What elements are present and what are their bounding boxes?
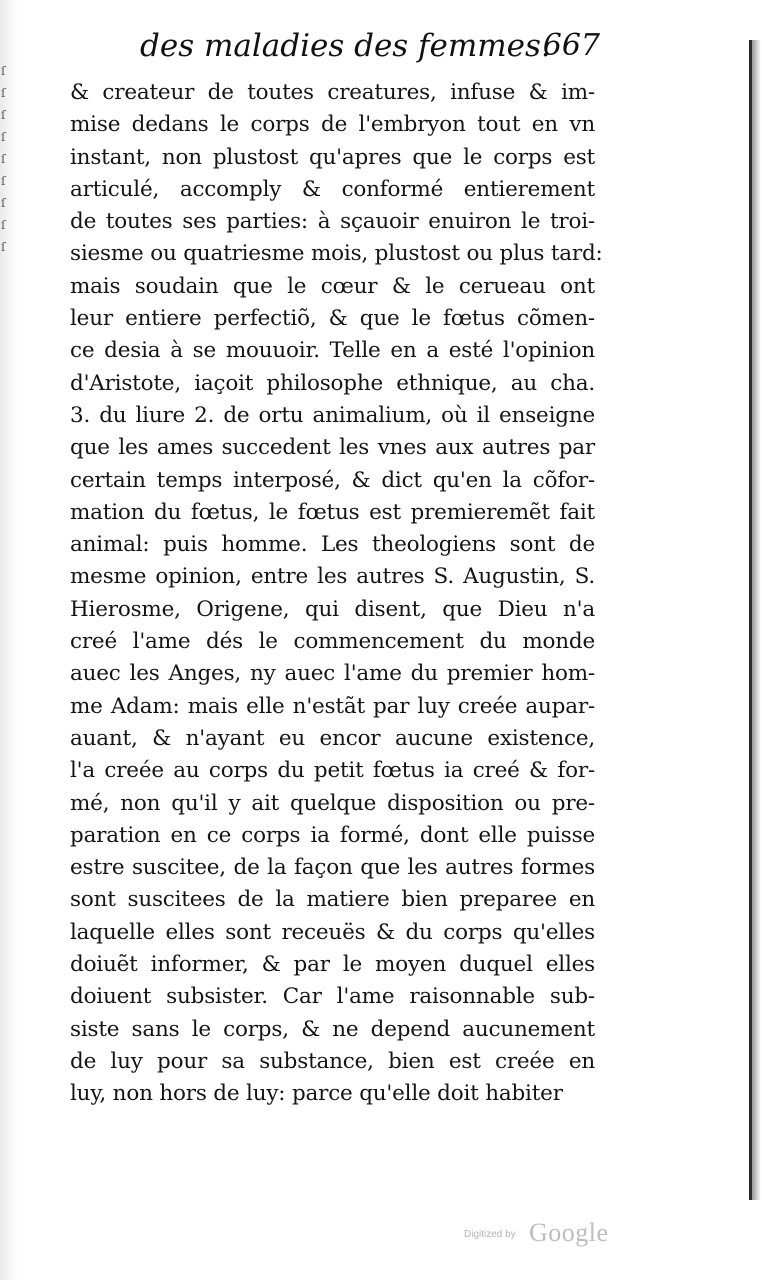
text-line: mé, non qu'il y ait quelque disposition ou pre- (70, 790, 595, 816)
digitized-label: Digitized by (464, 1229, 516, 1240)
text-line: doiuent subsister. Car l'ame raisonnable sub- (70, 984, 595, 1010)
text-line: sont suscitees de la matiere bien preparee en (70, 887, 595, 913)
text-line: mais soudain que le cœur & le cerueau ont (70, 273, 595, 299)
text-line: & createur de toutes creatures, infuse & im- (70, 80, 595, 105)
text-line: estre suscitee, de la façon que les autres formes (70, 855, 595, 881)
binding-gutter (0, 0, 18, 1280)
text-line: creé l'ame dés le commencement du monde (70, 629, 595, 655)
text-line: instant, non plustost qu'apres que le corps est (70, 144, 595, 170)
text-line: auant, & n'ayant eu encor aucune existence, (70, 725, 595, 751)
text-line: que les ames succedent les vnes aux autres par (70, 435, 595, 461)
text-line: siesme ou quatriesme mois, plustost ou plus tard: (70, 241, 603, 267)
text-line: 3. du liure 2. de ortu animalium, où il enseigne (70, 402, 595, 428)
page-number: 667 (542, 28, 600, 63)
text-line: leur entiere perfectiõ, & que le fœtus cõmen- (70, 306, 595, 332)
text-line: de luy pour sa substance, bien est creée en (70, 1048, 595, 1074)
text-line: de toutes ses parties: à sçauoir enuiron le troi- (70, 209, 595, 235)
digitized-watermark (464, 1218, 624, 1248)
page-header (140, 28, 600, 78)
text-line: siste sans le corps, & ne depend aucunement (70, 1016, 595, 1042)
google-logo: Google (529, 1218, 609, 1247)
text-line: laquelle elles sont receuës & du corps qu'elles (70, 919, 595, 945)
text-line: me Adam: mais elle n'estãt par luy creée aupar- (70, 693, 595, 719)
page-edge-shadow (749, 40, 761, 1200)
text-line: doiuẽt informer, & par le moyen duquel elles (70, 952, 595, 978)
body-text (70, 77, 603, 1111)
text-line: l'a creée au corps du petit fœtus ia creé & for- (70, 758, 595, 784)
text-line: animal: puis homme. Les theologiens sont de (70, 532, 595, 558)
text-line: luy, non hors de luy: parce qu'elle doit habiter (70, 1081, 563, 1107)
text-line: articulé, accomply & conformé entierement (70, 176, 595, 202)
text-line: certain temps interposé, & dict qu'en la cõfor- (70, 467, 595, 493)
text-line: paration en ce corps ia formé, dont elle puisse (70, 822, 595, 848)
text-line: mise dedans le corps de l'embryon tout en vn (70, 112, 595, 138)
text-line: mation du fœtus, le fœtus est premieremẽt fait (70, 499, 595, 525)
text-line: d'Aristote, iaçoit philosophe ethnique, au cha. (70, 370, 595, 396)
text-line: ce desia à se mouuoir. Telle en a esté l'opinion (70, 338, 595, 364)
running-head: des maladies des femmes. (140, 28, 551, 64)
text-line: auec les Anges, ny auec l'ame du premier hom- (70, 661, 595, 687)
text-line: mesme opinion, entre les autres S. Augustin, S. (70, 564, 595, 590)
gutter-bleed-marks: ſ ſ ſ ſ ſ ſ ſ ſ ſ (1, 64, 6, 254)
text-line: Hierosme, Origene, qui disent, que Dieu n'a (70, 596, 595, 622)
